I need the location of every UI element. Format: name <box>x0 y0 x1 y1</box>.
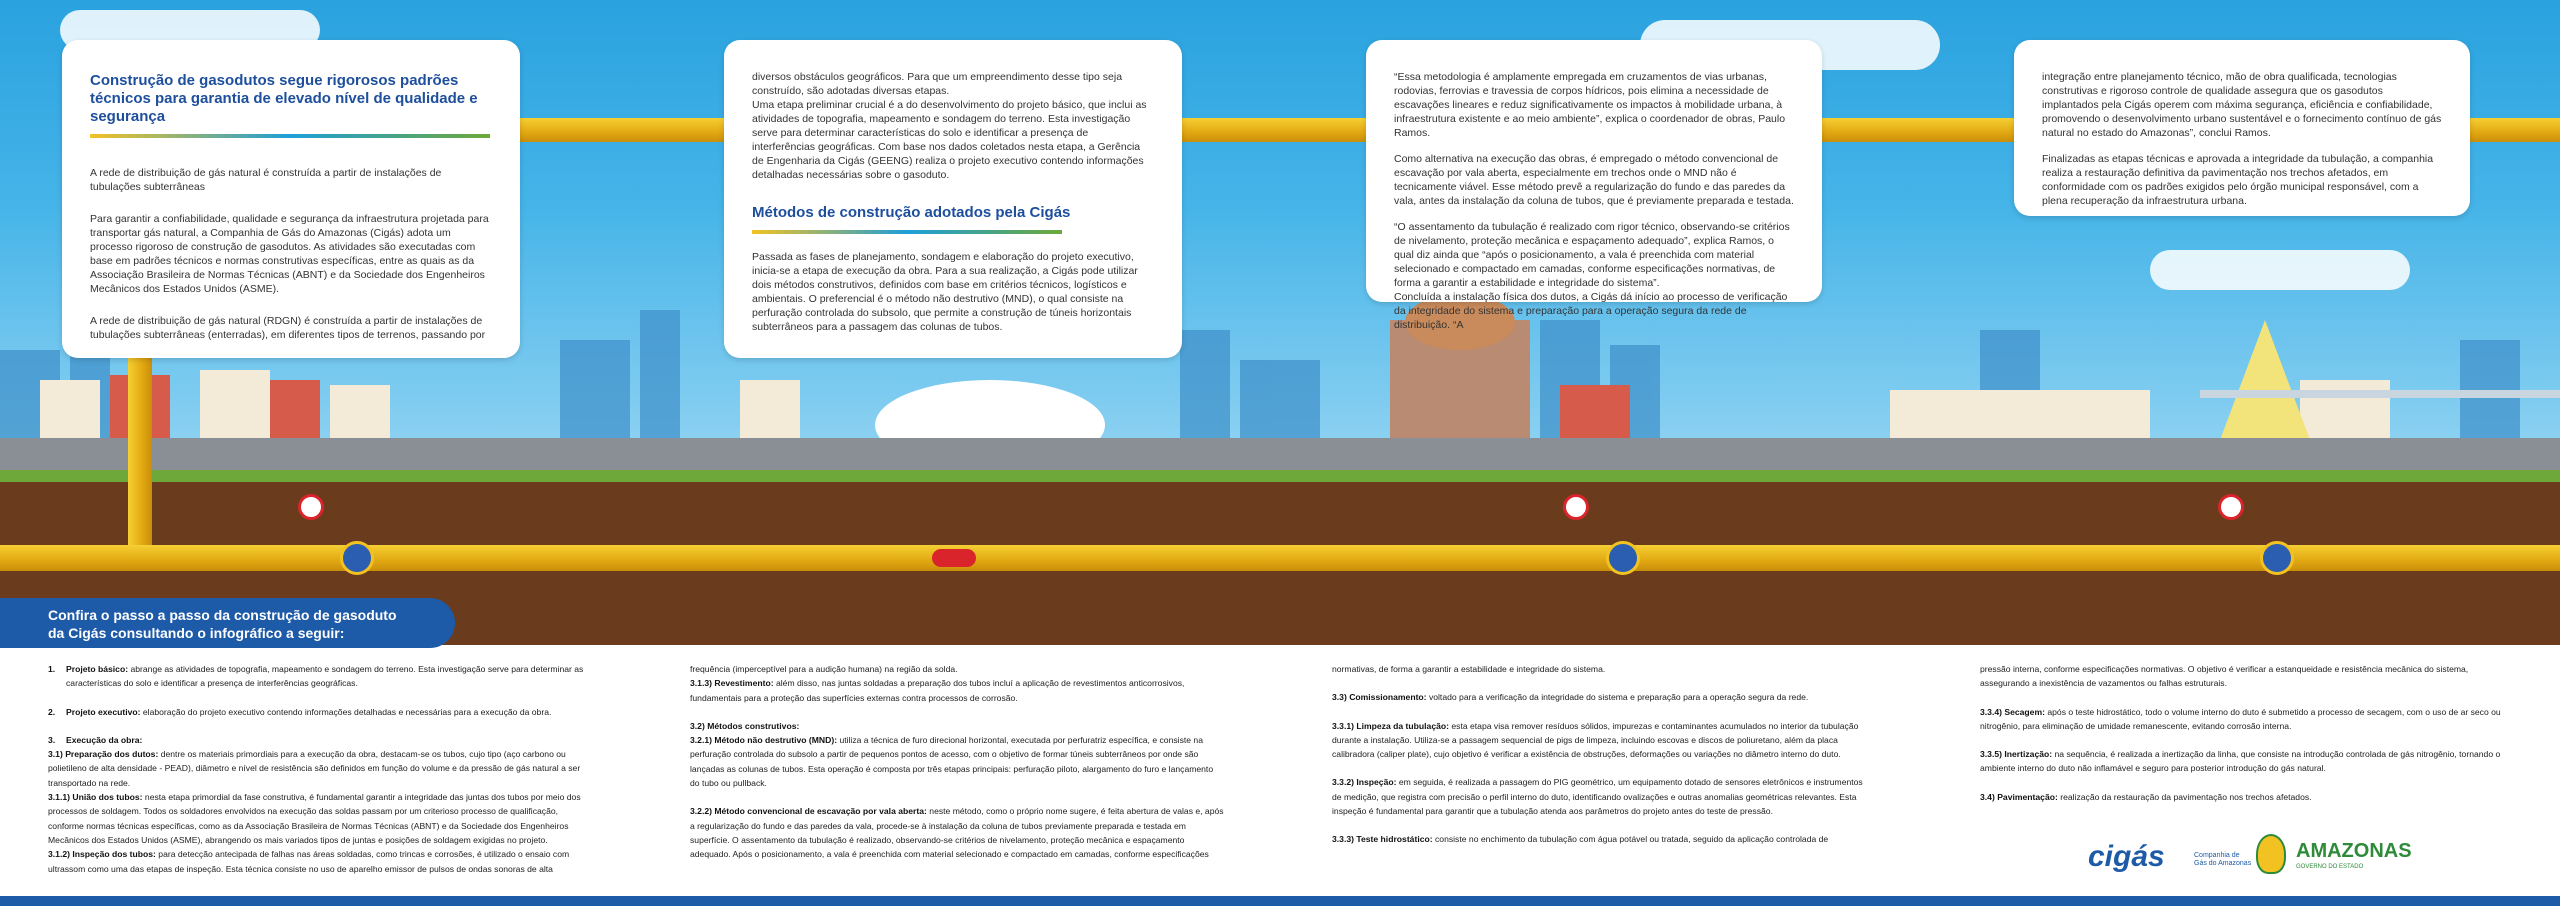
cigas-logo-subtitle: Companhia de Gás do Amazonas <box>2194 852 2252 867</box>
step-label: 3.3.3) Teste hidrostático: <box>1332 834 1433 845</box>
paragraph: “O assentamento da tubulação é realizado com rigor técnico, observando-se critérios de nivelamento, proteção mecânica e espaçamento adequado”, explica Ramos, o qual diz ainda que “após o posicionamento, a vala é preenchida com material selecionado e compactado em camadas, conforme especificações normativas, de forma a garantir a estabilidade e integridade do sistema”. <box>1394 221 1790 289</box>
pressure-gauge-icon <box>298 494 324 520</box>
step-label: Execução da obra: <box>66 734 143 745</box>
article-card-2 <box>724 40 1182 358</box>
paragraph: Passada as fases de planejamento, sondagem e elaboração do projeto executivo, inicia-se a etapa de execução da obra. Para a sua realização, a Cigás pode utilizar dois métodos construtivos, definidos com base em critérios técnicos, logísticos e ambientais. O preferencial é o método não destrutivo (MND), o qual consiste na perfuração controlada do subsolo, que permite a construção de túneis horizontais subterrâneos para a passagem das colunas de tubos. <box>752 251 1138 333</box>
upper-pipe-segment <box>1178 118 1368 142</box>
step-text: frequência (imperceptível para a audição humana) na região da solda. <box>690 664 958 674</box>
upper-pipe-segment <box>1818 118 2018 142</box>
state-seal-icon <box>2256 834 2286 874</box>
pressure-gauge-icon <box>2218 494 2244 520</box>
step-item <box>690 733 1224 790</box>
step-item <box>1332 719 1866 762</box>
section-title: Métodos de construção adotados pela Cigás <box>752 204 1071 221</box>
infographic-banner <box>0 598 455 648</box>
pressure-gauge-icon <box>1563 494 1589 520</box>
upper-pipe-segment <box>2470 118 2560 142</box>
paragraph: integração entre planejamento técnico, mão de obra qualificada, tecnologias construtivas e rigoroso controle de qualidade assegura que os gasodutos implantados pela Cigás operem com máxima segurança, eficiência e confiabilidade, promovendo o desenvolvimento urbano sustentável e o fornecimento contínuo de gás natural no estado do Amazonas”, conclui Ramos. <box>2042 71 2442 139</box>
step-item <box>690 719 1224 733</box>
step-item <box>48 662 584 691</box>
paragraph: A rede de distribuição de gás natural (RDGN) é construída a partir de instalações de tubulações subterrâneas (enterradas), em diferentes tipos de terrenos, passando por <box>90 315 486 341</box>
steps-column-3 <box>1332 662 1866 847</box>
step-text: em seguida, é realizada a passagem do PIG geométrico, um equipamento dotado de sensores eletrônicos e instrumentos de medição, que registra com precisão o perfil interno do duto, identificando ovalizações e outras anomalias geométricas relevantes. Esta inspeção é fundamental para garantir que a tubulação atenda aos parâmetros do projeto antes do teste de pressão. <box>1332 777 1863 817</box>
step-text: pressão interna, conforme especificações normativas. O objetivo é verificar a estanqueidade e resistência mecânica do sistema, assegurando a inexistência de vazamentos ou falhas estruturais. <box>1980 664 2469 689</box>
valve-icon <box>2260 541 2294 575</box>
step-text: abrange as atividades de topografia, mapeamento e sondagem do terreno. Esta investigação serve para determinar as características do solo e identificar a presença de interferências geográficas. <box>66 664 584 689</box>
footer-bar <box>0 896 2560 906</box>
step-text: elaboração do projeto executivo contendo informações detalhadas e necessárias para a execução da obra. <box>140 706 552 717</box>
paragraph: Uma etapa preliminar crucial é a do desenvolvimento do projeto básico, que inclui as atividades de topografia, mapeamento e sondagem do terreno. Esta investigação serve para determinar características do solo e identificar a presença de interferências geográficas. Com base nos dados coletados nesta etapa, a Gerência de Engenharia da Cigás (GEENG) realiza o projeto executivo contendo informações detalhadas necessárias sobre o gasoduto. <box>752 99 1147 181</box>
article-title: Construção de gasodutos segue rigorosos padrões técnicos para garantia de elevado nível de qualidade e segurança <box>90 72 478 125</box>
step-item <box>690 804 1224 861</box>
step-text: após o teste hidrostático, todo o volume interno do duto é submetido a processo de secagem, com o uso de ar seco ou nitrogênio, para eliminação de umidade remanescente, evitando corrosão interna. <box>1980 706 2501 731</box>
upper-pipe-segment <box>518 118 728 142</box>
banner-line: da Cigás consultando o infográfico a seguir: <box>48 625 345 641</box>
grass-strip <box>0 470 2560 482</box>
paragraph: “Essa metodologia é amplamente empregada em cruzamentos de vias urbanas, rodovias, ferrovias e travessia de corpos hídricos, pois elimina a necessidade de escavações lineares e reduz significativamente os impactos à mobilidade urbana, à infraestrutura existente e ao meio ambiente”, explica o coordenador de obras, Paulo Ramos. <box>1394 71 1786 139</box>
step-label: 3.1.1) União dos tubos: <box>48 792 143 803</box>
underground-pipe <box>0 545 2560 571</box>
step-label: 3.2.1) Método não destrutivo (MND): <box>690 735 838 746</box>
step-label: Projeto executivo: <box>66 706 141 717</box>
title-rule <box>752 230 1062 234</box>
step-number: 1. <box>48 664 56 674</box>
red-valve-icon <box>932 549 976 567</box>
article-card-1 <box>62 40 520 358</box>
step-item <box>48 747 584 790</box>
steps-column-2 <box>690 662 1224 862</box>
step-text: realização da restauração da pavimentação nos trechos afetados. <box>2057 791 2312 802</box>
step-label: 3.1) Preparação dos dutos: <box>48 749 159 760</box>
step-text: para detecção antecipada de falhas nas áreas soldadas, como trincas e corrosões, é utilizado o ensaio com ultrassom como uma das etapas de inspeção. Esta técnica consiste no uso de aparelho emissor de pulsos de ondas sonoras de alta <box>48 849 570 874</box>
step-item <box>1332 832 1866 846</box>
step-number: 3. <box>48 734 56 745</box>
step-text: voltado para a verificação da integridade do sistema e preparação para a operação segura da rede. <box>1426 692 1809 703</box>
step-item <box>1980 705 2514 734</box>
valve-icon <box>1606 541 1640 575</box>
step-item <box>1332 690 1866 704</box>
steps-column-4 <box>1980 662 2514 804</box>
steps-column-1 <box>48 662 584 876</box>
step-text: neste método, como o próprio nome sugere, é feita abertura de valas e, após a regularização do fundo e das paredes da vala, procede-se à instalação da coluna de tubos previamente preparada e testada em superfície. O assentamento da tubulação é realizado, observando-se critérios de nivelamento, proteção mecânica e espaçamento adequado. Após o posicionamento, a vala é preenchida com material selecionado e compactado em camadas, conforme especificações <box>690 806 1224 860</box>
step-label: 3.2) Métodos construtivos: <box>690 720 800 731</box>
step-label: 3.3.1) Limpeza da tubulação: <box>1332 720 1449 731</box>
cigas-logo: cigás <box>2088 840 2165 873</box>
step-item <box>48 790 584 847</box>
paragraph: Para garantir a confiabilidade, qualidade e segurança da infraestrutura projetada para transportar gás natural, a Companhia de Gás do Amazonas (Cigás) adota um processo rigoroso de construção de gasodutos. As atividades são executadas com base em padrões técnicos e normas construtivas específicas, entre as quais as da Associação Brasileira de Normas Técnicas (ABNT) e da Sociedade dos Engenheiros Mecânicos dos Estados Unidos (ASME). <box>90 213 489 295</box>
step-label: 3.3.2) Inspeção: <box>1332 777 1397 788</box>
step-item <box>48 705 584 719</box>
step-text: utiliza a técnica de furo direcional horizontal, executada por perfuratriz específica, e consiste na perfuração controlada do subsolo a partir de pequenos pontos de acesso, com o objetivo de formar túneis subterrâneos por onde são lançadas as colunas de tubos. Esta operação é composta por três etapas principais: perfuração piloto, alargamento do furo e lançamento do tubo ou pullback. <box>690 735 1214 789</box>
road <box>0 438 2560 472</box>
step-item <box>1332 775 1866 818</box>
step-number: 2. <box>48 706 56 717</box>
paragraph: Concluída a instalação física dos dutos, a Cigás dá início ao processo de verificação da integridade do sistema e preparação para a operação segura da rede de distribuição. “A <box>1394 291 1788 331</box>
step-item <box>690 676 1224 705</box>
article-card-3 <box>1366 40 1822 331</box>
vertical-pipe <box>128 340 152 550</box>
amazonas-logo: AMAZONAS <box>2296 840 2412 862</box>
step-text: consiste no enchimento da tubulação com água potável ou tratada, seguido da aplicação controlada de <box>1432 834 1829 845</box>
cloud <box>2150 250 2410 290</box>
step-item <box>48 733 584 747</box>
step-label: 3.4) Pavimentação: <box>1980 791 2058 802</box>
step-text: nesta etapa primordial da fase construtiva, é fundamental garantir a integridade das juntas dos tubos por meio dos processos de soldagem. Todos os soldadores envolvidos na execução das soldas passam por um criterioso processo de qualificação, conforme normas técnicas específicas, como as da Associação Brasileira de Normas Técnicas (ABNT) e da Sociedade dos Engenheiros Mecânicos dos Estados Unidos (ASME), abrangendo os mais variados tipos de juntas e posições de soldagem exigidas no projeto. <box>48 792 581 845</box>
paragraph: A rede de distribuição de gás natural é construída a partir de instalações de tubulações subterrâneas <box>90 167 442 193</box>
step-text: normativas, de forma a garantir a estabilidade e integridade do sistema. <box>1332 664 1606 674</box>
step-text: além disso, nas juntas soldadas a preparação dos tubos incluí a aplicação de revestimentos anticorrosivos, fundamentais para a proteção das superfícies externas contra processos de corrosão. <box>690 678 1185 703</box>
step-label: 3.3) Comissionamento: <box>1332 692 1427 703</box>
step-text: dentre os materiais primordiais para a execução da obra, destacam-se os tubos, cujo tipo (aço carbono ou polietileno de alta densidade - PEAD), diâmetro e nível de resistência são definidos em função do volume e da pressão de gás natural a ser transportado na rede. <box>48 749 581 788</box>
paragraph: Como alternativa na execução das obras, é empregado o método convencional de escavação por vala aberta, especialmente em trechos onde o MND não é tecnicamente viável. Esse método prevê a regularização do fundo e das paredes da vala, antes da instalação da coluna de tubos, que é previamente preparada e testada. <box>1394 153 1794 207</box>
paragraph: diversos obstáculos geográficos. Para que um empreendimento desse tipo seja construído, são adotadas diversas etapas. <box>752 71 1123 97</box>
step-label: 3.1.3) Revestimento: <box>690 678 774 689</box>
step-label: 3.3.4) Secagem: <box>1980 706 2045 717</box>
amazonas-logo-subtitle: GOVERNO DO ESTADO <box>2296 864 2364 870</box>
banner-line: Confira o passo a passo da construção de gasoduto <box>48 607 397 623</box>
valve-icon <box>340 541 374 575</box>
step-label: 3.2.2) Método convencional de escavação por vala aberta: <box>690 806 927 817</box>
article-card-4 <box>2014 40 2470 216</box>
step-label: 3.1.2) Inspeção dos tubos: <box>48 849 156 860</box>
step-text: esta etapa visa remover resíduos sólidos, impurezas e contaminantes acumulados no interior da tubulação durante a instalação. Utiliza-se a passagem sequencial de pigs de limpeza, incluindo escovas e discos de poliuretano, além da placa calibradora (caliper plate), cujo objetivo é verificar a existência de obstruções, deformações ou variações no diâmetro interno do duto. <box>1332 720 1859 760</box>
step-text: na sequência, é realizada a inertização da linha, que consiste na introdução controlada de gás nitrogênio, tornando o ambiente interno do duto não inflamável e seguro para posterior introdução do gás natural. <box>1980 749 2501 774</box>
step-label: Projeto básico: <box>66 664 129 674</box>
step-label: 3.3.5) Inertização: <box>1980 749 2053 760</box>
step-item <box>1980 747 2514 776</box>
step-item <box>48 847 584 876</box>
paragraph: Finalizadas as etapas técnicas e aprovada a integridade da tubulação, a companhia realiza a restauração definitiva da pavimentação nos trechos afetados, em conformidade com os padrões exigidos pelo órgão municipal responsável, com a plena recuperação da infraestrutura urbana. <box>2042 153 2434 207</box>
title-rule <box>90 134 490 138</box>
step-item <box>1980 790 2514 804</box>
